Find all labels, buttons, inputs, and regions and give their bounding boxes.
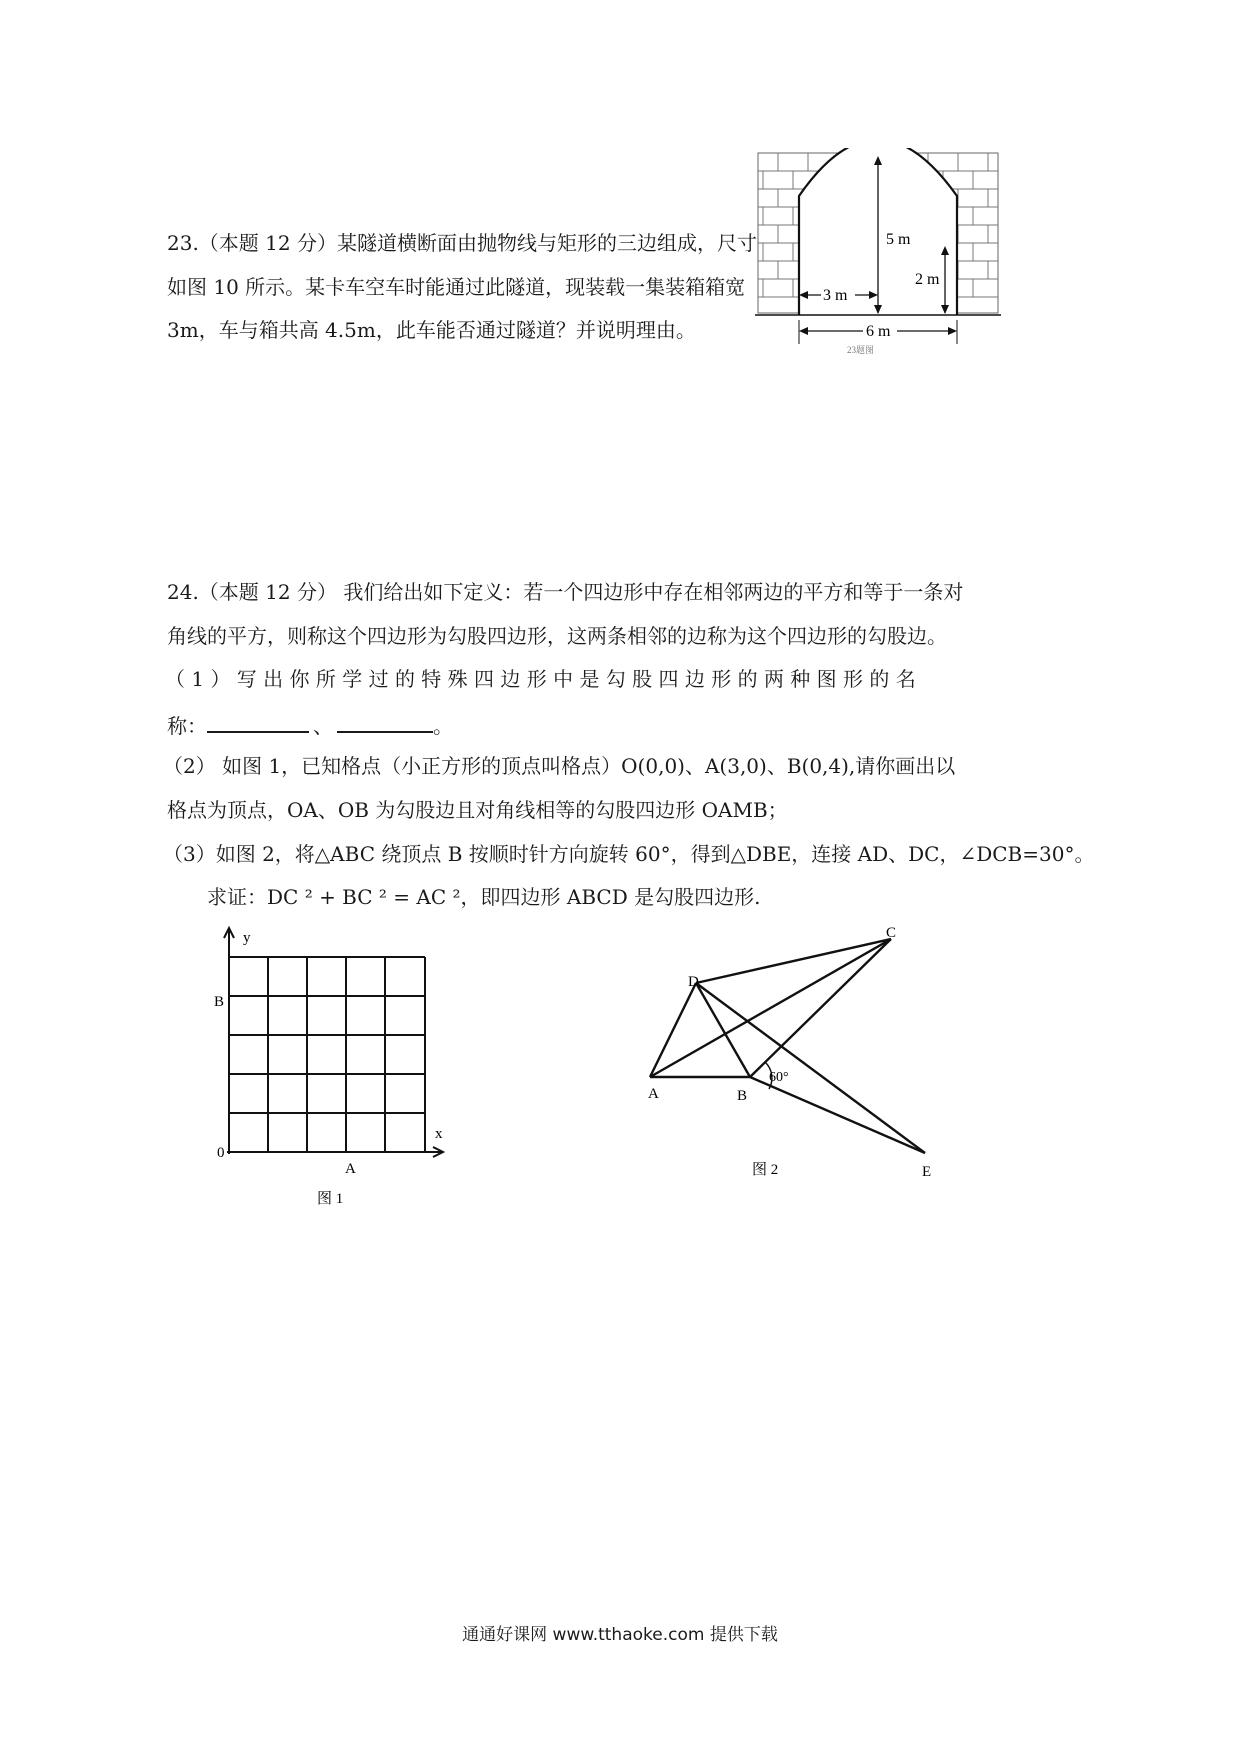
label-E: E — [922, 1164, 932, 1180]
label-O: 0 — [217, 1145, 225, 1161]
q23-line-2: 如图 10 所示。某卡车空车时能通过此隧道，现装载一集装箱箱宽 — [167, 275, 746, 299]
label-y: y — [243, 930, 251, 946]
label-B: B — [737, 1088, 748, 1104]
footer-credit: 通通好课网 www.tthaoke.com 提供下载 — [462, 1625, 778, 1645]
answer-blank-1[interactable] — [207, 711, 309, 733]
q23-line-3: 3m，车与箱共高 4.5m，此车能否通过隧道？并说明理由。 — [167, 318, 696, 342]
label-A: A — [345, 1161, 356, 1177]
label-A: A — [648, 1086, 659, 1102]
q24-part1-line-1: （ 1 ） 写 出 你 所 学 过 的 特 殊 四 边 形 中 是 勾 股 四 边 形 的 两 种 图 形 的 名 — [165, 667, 916, 691]
figure-1-caption: 图 1 — [317, 1191, 344, 1207]
label-3m: 3 m — [823, 287, 848, 304]
label-5m: 5 m — [886, 231, 911, 248]
q24-part3-line-2: 求证：DC ² + BC ² = AC ²，即四边形 ABCD 是勾股四边形. — [207, 885, 761, 909]
label-B: B — [214, 994, 225, 1010]
label-2m: 2 m — [915, 271, 940, 288]
part1-end: 。 — [433, 714, 453, 738]
q24-line-1: 24.（本题 12 分） 我们给出如下定义：若一个四边形中存在相邻两边的平方和等于一条对 — [167, 580, 964, 604]
answer-blank-2[interactable] — [337, 711, 433, 733]
angle-label: 60° — [769, 1070, 789, 1085]
figure-caption-23: 23题图 — [847, 345, 875, 355]
figure-2-caption: 图 2 — [752, 1162, 779, 1178]
q24-part3-line-1: （3）如图 2，将△ABC 绕顶点 B 按顺时针方向旋转 60°，得到△DBE，连接 AD、DC，∠DCB=30°。 — [163, 842, 1095, 866]
q24-part2-line-2: 格点为顶点，OA、OB 为勾股边且对角线相等的勾股四边形 OAMB； — [167, 798, 788, 822]
figure-1-grid — [205, 922, 465, 1212]
label-x: x — [435, 1126, 443, 1142]
figure-2-triangles — [640, 920, 940, 1185]
part1-separator: 、 — [313, 714, 333, 738]
q23-line-1: 23.（本题 12 分）某隧道横断面由抛物线与矩形的三边组成，尺寸 — [167, 231, 757, 255]
label-6m: 6 m — [866, 323, 891, 340]
part1-prefix: 称： — [167, 714, 207, 738]
label-D: D — [688, 974, 699, 990]
q24-part2-line-1: （2） 如图 1，已知格点（小正方形的顶点叫格点）O(0,0)、A(3,0)、B(0,4),请你画出以 — [163, 754, 956, 778]
label-C: C — [886, 925, 897, 941]
q24-part1-line-2 — [167, 711, 453, 738]
tunnel-figure — [755, 148, 1005, 383]
q24-line-2: 角线的平方，则称这个四边形为勾股四边形，这两条相邻的边称为这个四边形的勾股边。 — [167, 624, 947, 648]
